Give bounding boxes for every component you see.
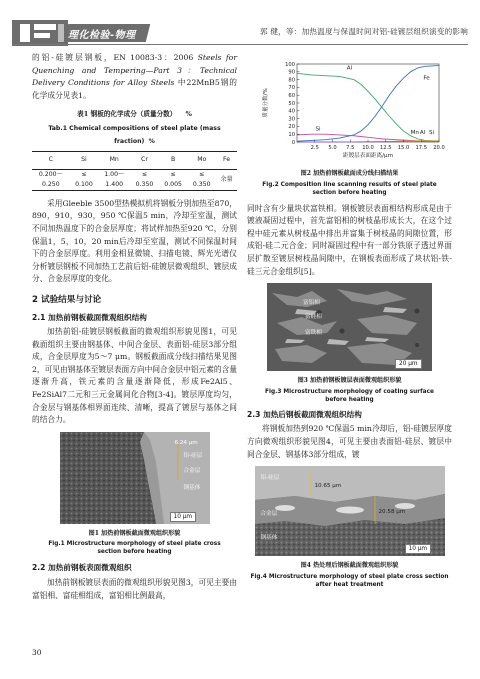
- fig3-caption-en-line1: Fig.3 Microstructure morphology of coating surface: [265, 388, 434, 395]
- fig4-thickness-1: 10.65 μm: [314, 483, 342, 490]
- fig2-caption-en-line1: Fig.2 Composition line scanning results of steel plate: [262, 181, 437, 188]
- table-row: [32, 169, 237, 180]
- y-tick-label: 80: [287, 77, 295, 84]
- page-number: 30: [32, 648, 42, 657]
- y-tick-label: 90: [287, 69, 295, 76]
- paragraph-after-fig2: 同时含有少量块状富铁相。钢板镀层表面相结构形成是由于镀液凝固过程中，首先富铝相的树枝晶形成长大，在这个过程中硅元素从树枝晶中排出并富集于树枝晶的间隙位置，形成铝-硅二元合金；同时凝固过程中有一部分铁原子透过界面层扩散至镀层树枝晶间隙中，在钢板表面形成了块状铝-铁-硅三元合金组织[5]。: [247, 203, 452, 276]
- table-header-row: [32, 152, 237, 170]
- table-cell: ≤: [170, 170, 176, 178]
- fig4-label-alloy-layer: 合金层: [260, 511, 278, 518]
- fig2-line-chart: [255, 56, 445, 164]
- fig1-caption-cn: 图1 加热前钢板截面微观组织形貌: [88, 529, 181, 537]
- y-tick-label: 50: [287, 100, 295, 107]
- table-title-en: [32, 123, 237, 148]
- fig2-caption-cn: 图2 加热前钢板截面成分线扫描结果: [300, 170, 399, 177]
- header-rule: [12, 44, 468, 45]
- table-header-fe: Fe: [216, 152, 237, 170]
- series-label-fe: Fe: [422, 75, 430, 82]
- fig1-caption-en-line1: Fig.1 Microstructure morphology of steel plate cross: [48, 541, 221, 548]
- series-label-si: Si: [428, 130, 434, 137]
- fig4-label-al-si-layer: 铝-硅层: [260, 475, 280, 482]
- y-tick-label: 30: [287, 116, 295, 123]
- fig1-scale-bar: 10 μm: [170, 512, 197, 522]
- fig4-caption-cn: 图4 热处理后钢板截面微观组织形貌: [300, 562, 399, 570]
- table-header-si: Si: [70, 152, 99, 170]
- figure-2: [255, 56, 445, 164]
- y-tick-label: 40: [287, 108, 295, 115]
- figure-4: [255, 466, 445, 556]
- table-cell: 0.250: [32, 180, 70, 191]
- table-header-b: B: [159, 152, 188, 170]
- table-header-mn: Mn: [98, 152, 130, 170]
- y-tick-label: 100: [284, 61, 295, 68]
- x-tick-label: 5.0: [327, 145, 337, 151]
- fig3-scale-bar: 20 μm: [395, 359, 422, 369]
- subsection-2-3-title: 2.3 加热后钢板截面微观组织结构: [247, 409, 362, 419]
- table-title-en-text: Tab.1 Chemical compositions of steel plate (mass fraction): [48, 124, 221, 145]
- table-title-cn-suffix: %: [185, 110, 192, 119]
- fig1-label-alloy-layer: 合金层: [183, 467, 201, 474]
- table-cell: 0.350: [187, 180, 216, 191]
- fig3-label-al-rich: 富铝相: [303, 300, 320, 307]
- y-tick-label: 70: [287, 85, 295, 92]
- fig4-scale-bar: 10 μm: [405, 544, 432, 554]
- x-tick-label: 12.5: [379, 145, 392, 151]
- section-2-title: 2 试验结果与讨论: [32, 294, 102, 305]
- fig3-caption-cn: 图3 加热前钢板镀层表面微观组织形貌: [297, 377, 402, 385]
- table-header-c: C: [32, 152, 70, 170]
- table-header-mo: Mo: [187, 152, 216, 170]
- series-label-si: Si: [314, 126, 321, 133]
- journal-logo-text: 理化检验-物理分册: [68, 30, 136, 56]
- page-header: [0, 0, 480, 60]
- journal-logo-mark: [12, 20, 68, 46]
- figure-3: [267, 283, 432, 371]
- table-title-cn: [32, 108, 237, 121]
- x-tick-label: 10.0: [361, 145, 374, 151]
- table-cell: 0.200～: [38, 170, 63, 178]
- fig1-label-steel-matrix: 钢基体: [183, 484, 201, 491]
- table-title-en-suffix: %: [148, 137, 155, 145]
- fig3-micrograph: [267, 283, 432, 371]
- intro-tail: 中22MnB5钢的化学成分见表1。: [32, 78, 237, 100]
- table-cell: 0.350: [130, 180, 159, 191]
- table-title-cn-text: 表1 钢板的化学成分（质量分数）: [77, 110, 177, 119]
- running-head: 郭 健，等：加热温度与保温时间对铝-硅镀层组织演变的影响: [259, 27, 468, 36]
- fig4-caption-en-line1: Fig.4 Microstructure morphology of steel plate cross section: [250, 573, 449, 580]
- table-cell: 余量: [216, 169, 237, 190]
- x-tick-label: 17.5: [414, 145, 427, 151]
- x-tick-label: 15.0: [397, 145, 409, 151]
- table-cell: 0.100: [70, 180, 99, 191]
- fig4-thickness-2: 20.58 μm: [378, 509, 406, 516]
- subsection-2-2-paragraph: 加热前钢板镀层表面的微观组织形貌见图3，可见主要由富铝相、富硅相组成，富铝相比例最高，: [32, 578, 237, 600]
- x-tick-label: 7.5: [345, 145, 354, 151]
- fig3-label-si-rich: 富硅相: [305, 314, 322, 321]
- table-cell: 1.400: [98, 180, 130, 191]
- series-label-al: Al: [419, 130, 425, 137]
- fig1-thickness-label: 6.24 μm: [174, 439, 198, 446]
- table-cell: ≤: [141, 170, 148, 178]
- x-tick-label: 2.5: [310, 145, 319, 151]
- table-header-cr: Cr: [130, 152, 159, 170]
- y-tick-label: 10: [287, 132, 295, 138]
- fig4-micrograph: [255, 466, 445, 556]
- y-tick-label: 20: [287, 124, 295, 131]
- fig3-label-fe-rich: 富铁相: [305, 330, 322, 337]
- left-column: [32, 52, 237, 602]
- table-row: [32, 180, 237, 191]
- methods-paragraph: 采用Gleeble 3500型热模拟机将钢板分别加热至870，890，910，930，950 ℃保温5 min，冷却至室温，测试不同加热温度下的合金层厚度；将试样加热至920 ℃，分别保温1，5，10，20 min后冷却至室温，测试不同保温时间下的合金层厚度。利用金相显微镜、扫描电镜、辉光光谱仪分析镀层钢板不同加热工艺前后铝-硅镀层微观组织、镀层成分、合金层厚度的变化。: [32, 198, 237, 284]
- intro-text: 的铝-硅镀层钢板，EN 10083-3：2006: [32, 53, 198, 62]
- table-cell: ≤: [199, 170, 205, 178]
- intro-paragraph: [32, 52, 237, 102]
- table-cell: 0.005: [159, 180, 188, 191]
- y-tick-label: 0: [291, 139, 295, 146]
- y-tick-label: 60: [287, 93, 295, 99]
- standard-title: Steels for Quenching and Tempering—Part 3：Technical Delivery Conditions for Alloy Steels: [32, 53, 237, 88]
- journal-logo: [12, 20, 140, 56]
- fig4-caption-en-line2: after heat treatment: [315, 581, 384, 588]
- subsection-2-1-title: 2.1 加热前钢板截面微观组织结构: [32, 312, 147, 322]
- series-label-al: Al: [346, 65, 352, 72]
- subsection-2-3-paragraph: 将钢板加热到920 ℃保温5 min冷却后，铝-硅镀层厚度方向微观组织形貌见图4，可见主要由表面铝-硅层、镀层中间合金层、钢基体3部分组成，镀: [247, 424, 452, 459]
- subsection-2-2-title: 2.2 加热前钢板表面微观组织: [32, 563, 132, 573]
- composition-table: [32, 151, 237, 191]
- fig2-caption-en-line2: section before heating: [312, 189, 387, 196]
- x-axis-label: 距镀层表面距离/μm: [342, 153, 393, 159]
- fig1-caption-en-line2: section before heating: [97, 549, 172, 556]
- y-axis-label: 质量分数/%: [262, 88, 269, 118]
- x-tick-label: 20.0: [432, 145, 445, 151]
- fig1-label-al-si-layer: 铝-硅层: [183, 452, 203, 459]
- fig3-caption-en-line2: before heating: [325, 396, 374, 403]
- subsection-2-1-paragraph: 加热前铝-硅镀层钢板截面的微观组织形貌见图1，可见截面组织主要由钢基体、中间合金层、表面铝-硅层3部分组成，合金层厚度为5～7 μm。钢板截面成分线扫描结果见图2，可见由钢基体至镀层表面方向中间合金层中铝元素的含量逐渐升高，铁元素的含量逐渐降低，形成Fe2Al5、Fe2SiAl7二元和三元金属间化合物[3-4]。镀层厚度均匀，合金层与钢基体相界面连续、清晰，提高了镀层与基体之间的结合力。: [32, 327, 237, 425]
- table-cell: 1.00～: [104, 170, 125, 178]
- series-label-mn: Mn: [410, 130, 419, 137]
- fig4-label-steel-matrix: 钢基体: [260, 535, 278, 542]
- table-cell: ≤: [81, 170, 87, 178]
- figure-1: [60, 432, 210, 524]
- right-column: [247, 52, 452, 589]
